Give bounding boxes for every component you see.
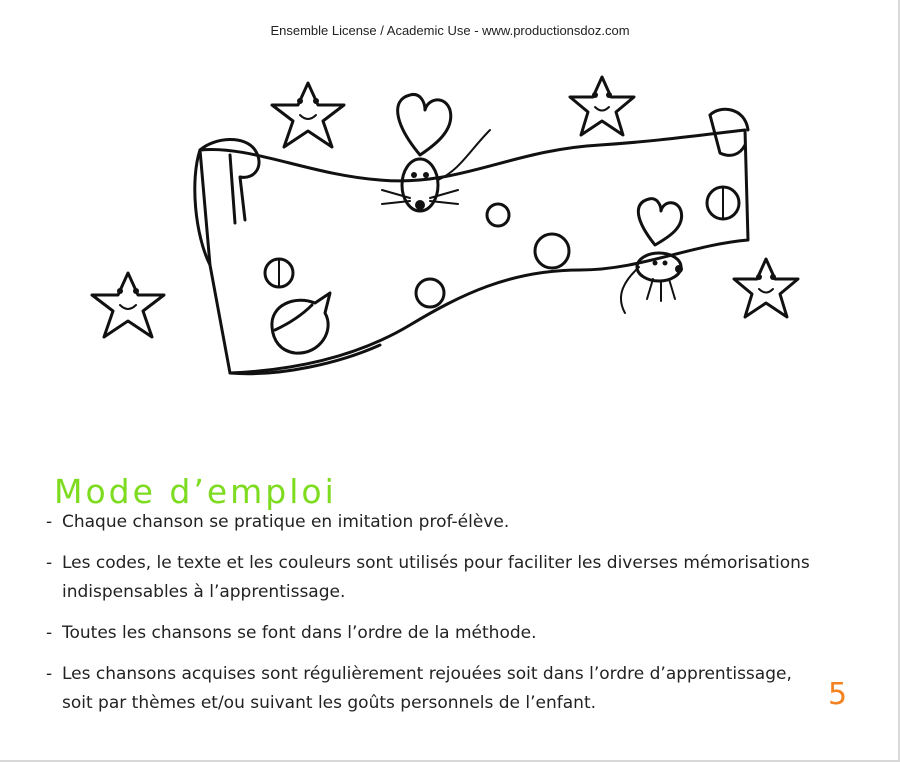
mouse-character-icon (382, 94, 490, 211)
list-item (46, 549, 816, 607)
star-character-icon (734, 259, 798, 317)
list-item (46, 508, 816, 537)
list-bullet: - (46, 623, 53, 643)
list-item-text: Les codes, le texte et les couleurs sont utilisés pour faciliter les diverses mémorisations indispensables à l’apprentissage. (62, 553, 810, 602)
list-item-text: Les chansons acquises sont régulièrement rejouées soit dans l’ordre d’apprentissage, soit par thèmes et/ou suivant les goûts personnels de l’enfant. (62, 664, 792, 713)
mouse-character-icon (621, 199, 683, 313)
list-bullet: - (46, 664, 53, 684)
star-character-icon (570, 77, 634, 135)
list-item-text: Toutes les chansons se font dans l’ordre de la méthode. (62, 623, 537, 643)
list-item (46, 619, 816, 648)
instructions-list (46, 508, 816, 730)
list-item-text: Chaque chanson se pratique en imitation prof-élève. (62, 512, 510, 532)
list-item (46, 660, 816, 718)
page-number: 5 (828, 677, 848, 712)
license-header: Ensemble License / Academic Use - www.productionsdoz.com (270, 23, 630, 38)
list-bullet: - (46, 512, 53, 532)
scroll-illustration (80, 55, 820, 385)
scroll-banner-icon (195, 109, 748, 373)
star-character-icon (272, 83, 344, 147)
star-character-icon (92, 273, 164, 337)
section-title: Mode d’emploi (54, 472, 337, 512)
list-bullet: - (46, 553, 53, 573)
